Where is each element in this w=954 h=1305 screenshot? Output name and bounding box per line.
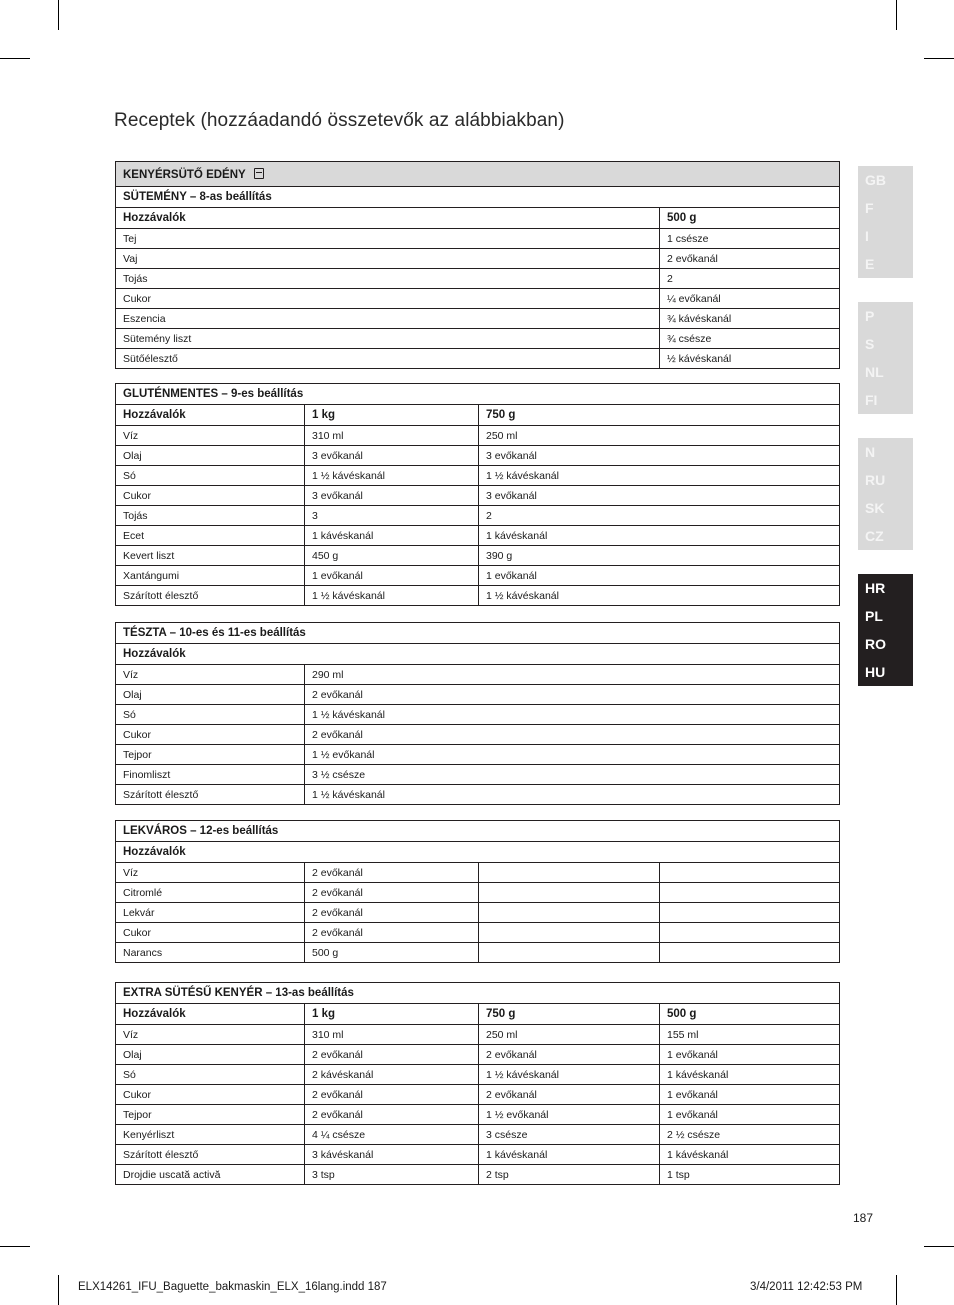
table-header-row [116,1004,840,1025]
table-cell: 3 evőkanál [479,486,840,506]
table-cell: Cukor [116,289,660,309]
crop-mark [0,58,30,59]
crop-mark [896,1275,897,1305]
language-tab[interactable]: RU [865,472,886,488]
table-cell: 4 ¼ csésze [305,1125,479,1145]
table-cell: 1 ½ kávéskanál [479,466,840,486]
table-cell: 1 ½ evőkanál [305,745,840,765]
table-row [116,1085,840,1105]
table-cell: ¾ kávéskanál [660,309,840,329]
table-header-row [116,644,840,665]
crop-mark [0,1246,30,1247]
table-cell: 2 [479,506,840,526]
table-cell: 2 evőkanál [305,863,479,883]
table-row [116,883,840,903]
table-cell: Olaj [116,446,305,466]
table-cell: 1 evőkanál [479,566,840,586]
table-row [116,705,840,725]
table-header-row [116,208,840,229]
table-row [116,566,840,586]
table-cell: 2 evőkanál [305,1085,479,1105]
table-row [116,486,840,506]
table-cell: Olaj [116,1045,305,1065]
table-cell [479,863,660,883]
column-header: Hozzávalók [116,1004,305,1025]
table-cell: 3 evőkanál [479,446,840,466]
language-tab[interactable]: CZ [865,528,884,544]
column-header: 750 g [479,1004,660,1025]
table-row [116,384,840,405]
table-cell: 2 evőkanál [305,1045,479,1065]
table-cell: Narancs [116,943,305,963]
language-tab-group[interactable] [858,438,913,550]
table-cell: Cukor [116,923,305,943]
table-row [116,983,840,1004]
table-row [116,466,840,486]
pan-header [116,162,840,187]
table-cell: Tojás [116,269,660,289]
table-row [116,623,840,644]
table-cell: 2 evőkanál [305,923,479,943]
pan-header-label: KENYÉRSÜTŐ EDÉNY [123,168,246,181]
footer-file-name: ELX14261_IFU_Baguette_bakmaskin_ELX_16lang.indd 187 [78,1281,387,1293]
table-row [116,426,840,446]
table-cell: 1 ½ kávéskanál [305,586,479,606]
table-cell: 1 ½ kávéskanál [305,705,840,725]
table-row [116,187,840,208]
table-row [116,765,840,785]
table-cell: 1 evőkanál [660,1085,840,1105]
table-cell: Tejpor [116,745,305,765]
table-cell: 2 ½ csésze [660,1125,840,1145]
table-row [116,249,840,269]
table-cell: 1 tsp [660,1165,840,1185]
table-cell: Drojdie uscată activă [116,1165,305,1185]
table-row [116,1025,840,1045]
table-cell: 1 kávéskanál [305,526,479,546]
table-cell: 3 kávéskanál [305,1145,479,1165]
table-cell: Ecet [116,526,305,546]
table-row [116,269,840,289]
crop-mark [896,0,897,30]
recipe-table-glutenmentes [115,383,840,606]
table-cell: 1 kávéskanál [660,1145,840,1165]
table-cell: Eszencia [116,309,660,329]
table-row [116,943,840,963]
table-cell: 1 ½ evőkanál [479,1105,660,1125]
table-row [116,526,840,546]
table-cell: Olaj [116,685,305,705]
table-cell: Xantángumi [116,566,305,586]
table-cell: 2 kávéskanál [305,1065,479,1085]
table-title: TÉSZTA – 10-es és 11-es beállítás [116,623,840,644]
table-title: EXTRA SÜTÉSŰ KENYÉR – 13-as beállítás [116,983,840,1004]
table-cell: 2 [660,269,840,289]
table-cell: Tej [116,229,660,249]
table-cell: Szárított élesztő [116,586,305,606]
table-row [116,309,840,329]
table-cell: Tojás [116,506,305,526]
language-tab[interactable]: HR [865,580,886,596]
recipe-table-lekvaros [115,820,840,963]
table-row [116,821,840,842]
table-cell: Só [116,466,305,486]
language-tab[interactable]: RO [865,636,886,652]
column-header: 500 g [660,1004,840,1025]
table-cell [660,883,840,903]
table-row [116,903,840,923]
table-cell: 2 evőkanál [305,1105,479,1125]
table-row [116,289,840,309]
table-row [116,1105,840,1125]
table-cell: 250 ml [479,1025,660,1045]
table-cell: Szárított élesztő [116,785,305,805]
table-cell [660,923,840,943]
table-row [116,685,840,705]
table-cell: 450 g [305,546,479,566]
table-cell: 3 [305,506,479,526]
recipe-table-teszta [115,622,840,805]
column-header: Hozzávalók [116,842,840,863]
table-row [116,1125,840,1145]
table-cell: 2 evőkanál [305,883,479,903]
table-title: GLUTÉNMENTES – 9-es beállítás [116,384,840,405]
column-header: Hozzávalók [116,208,660,229]
table-row [116,1045,840,1065]
table-cell: 155 ml [660,1025,840,1045]
table-cell: 2 evőkanál [305,685,840,705]
column-header: 1 kg [305,405,479,426]
table-cell: 1 kávéskanál [660,1065,840,1085]
language-tab[interactable]: GB [865,172,886,188]
table-cell: 1 evőkanál [305,566,479,586]
page-title: Receptek (hozzáadandó összetevők az alábbiakban) [114,110,565,131]
column-header: Hozzávalók [116,405,305,426]
language-tab[interactable]: S [865,336,875,352]
table-cell: 2 evőkanál [479,1045,660,1065]
table-row [116,349,840,369]
table-cell: Cukor [116,486,305,506]
crop-mark [58,1275,59,1305]
table-cell: 2 evőkanál [305,725,840,745]
table-cell: 1 ½ kávéskanál [305,785,840,805]
table-row [116,1065,840,1085]
language-tab[interactable]: FI [865,392,878,408]
language-tab[interactable]: N [865,444,876,460]
table-cell: Sütőélesztő [116,349,660,369]
table-cell: Só [116,705,305,725]
column-header: 1 kg [305,1004,479,1025]
table-cell: Víz [116,1025,305,1045]
language-tab-group-active[interactable] [858,574,913,686]
language-tab[interactable]: F [865,200,874,216]
table-cell: Cukor [116,1085,305,1105]
table-cell: ¾ csésze [660,329,840,349]
table-cell: 1 kávéskanál [479,1145,660,1165]
language-tab[interactable]: SK [865,500,885,516]
table-cell: 1 ½ kávéskanál [479,1065,660,1085]
table-row [116,546,840,566]
table-cell: Vaj [116,249,660,269]
table-cell [660,903,840,923]
table-cell: 310 ml [305,1025,479,1045]
table-cell: Citromlé [116,883,305,903]
column-header: Hozzávalók [116,644,840,665]
table-row [116,446,840,466]
table-row [116,725,840,745]
table-cell: Cukor [116,725,305,745]
language-tab-group[interactable] [858,166,913,278]
table-cell: 2 evőkanál [479,1085,660,1105]
table-cell [660,943,840,963]
language-tab[interactable]: E [865,256,875,272]
table-row [116,1165,840,1185]
table-cell: 2 evőkanál [305,903,479,923]
table-header-row [116,405,840,426]
table-cell: ¼ evőkanál [660,289,840,309]
table-cell: 2 evőkanál [660,249,840,269]
language-tab-group[interactable] [858,302,913,414]
language-tab[interactable]: PL [865,608,883,624]
table-cell: 290 ml [305,665,840,685]
table-cell: Szárított élesztő [116,1145,305,1165]
column-header: 750 g [479,405,840,426]
table-header-row [116,842,840,863]
table-cell: 1 ½ kávéskanál [305,466,479,486]
table-cell: 1 evőkanál [660,1105,840,1125]
recipe-table-sutemeny [115,161,840,369]
page-number: 187 [853,1211,874,1225]
table-cell [479,923,660,943]
table-cell: 1 evőkanál [660,1045,840,1065]
table-cell [479,943,660,963]
table-cell: 3 ½ csésze [305,765,840,785]
crop-mark [924,1246,954,1247]
table-row [116,665,840,685]
table-row [116,506,840,526]
table-cell: 1 csésze [660,229,840,249]
table-cell: 1 kávéskanál [479,526,840,546]
table-row [116,1145,840,1165]
language-tab[interactable]: I [865,228,869,244]
table-cell: Finomliszt [116,765,305,785]
table-cell: Kevert liszt [116,546,305,566]
table-row [116,229,840,249]
recipe-table-extra [115,982,840,1185]
table-cell: Sütemény liszt [116,329,660,349]
table-cell: Víz [116,426,305,446]
table-cell: 1 ½ kávéskanál [479,586,840,606]
table-cell: Lekvár [116,903,305,923]
table-cell: 250 ml [479,426,840,446]
table-cell: Só [116,1065,305,1085]
column-header: 500 g [660,208,840,229]
language-tab-hu[interactable]: HU [865,664,886,680]
table-cell: 3 tsp [305,1165,479,1185]
bread-pan-icon [254,168,264,179]
table-title: SÜTEMÉNY – 8-as beállítás [116,187,840,208]
language-tab[interactable]: P [865,308,875,324]
table-cell: 500 g [305,943,479,963]
table-row [116,162,840,187]
table-cell [479,883,660,903]
language-tab[interactable]: NL [865,364,884,380]
crop-mark [924,58,954,59]
table-cell [660,863,840,883]
table-cell [479,903,660,923]
table-cell: ½ kávéskanál [660,349,840,369]
table-cell: 3 evőkanál [305,486,479,506]
table-cell: Víz [116,863,305,883]
table-cell: 310 ml [305,426,479,446]
crop-mark [58,0,59,30]
table-cell: 3 evőkanál [305,446,479,466]
table-cell: 390 g [479,546,840,566]
table-title: LEKVÁROS – 12-es beállítás [116,821,840,842]
table-row [116,863,840,883]
table-cell: 3 csésze [479,1125,660,1145]
footer-timestamp: 3/4/2011 12:42:53 PM [750,1281,863,1293]
table-row [116,923,840,943]
table-row [116,586,840,606]
table-cell: Tejpor [116,1105,305,1125]
table-cell: Víz [116,665,305,685]
table-row [116,745,840,765]
table-cell: 2 tsp [479,1165,660,1185]
table-row [116,785,840,805]
table-row [116,329,840,349]
table-cell: Kenyérliszt [116,1125,305,1145]
